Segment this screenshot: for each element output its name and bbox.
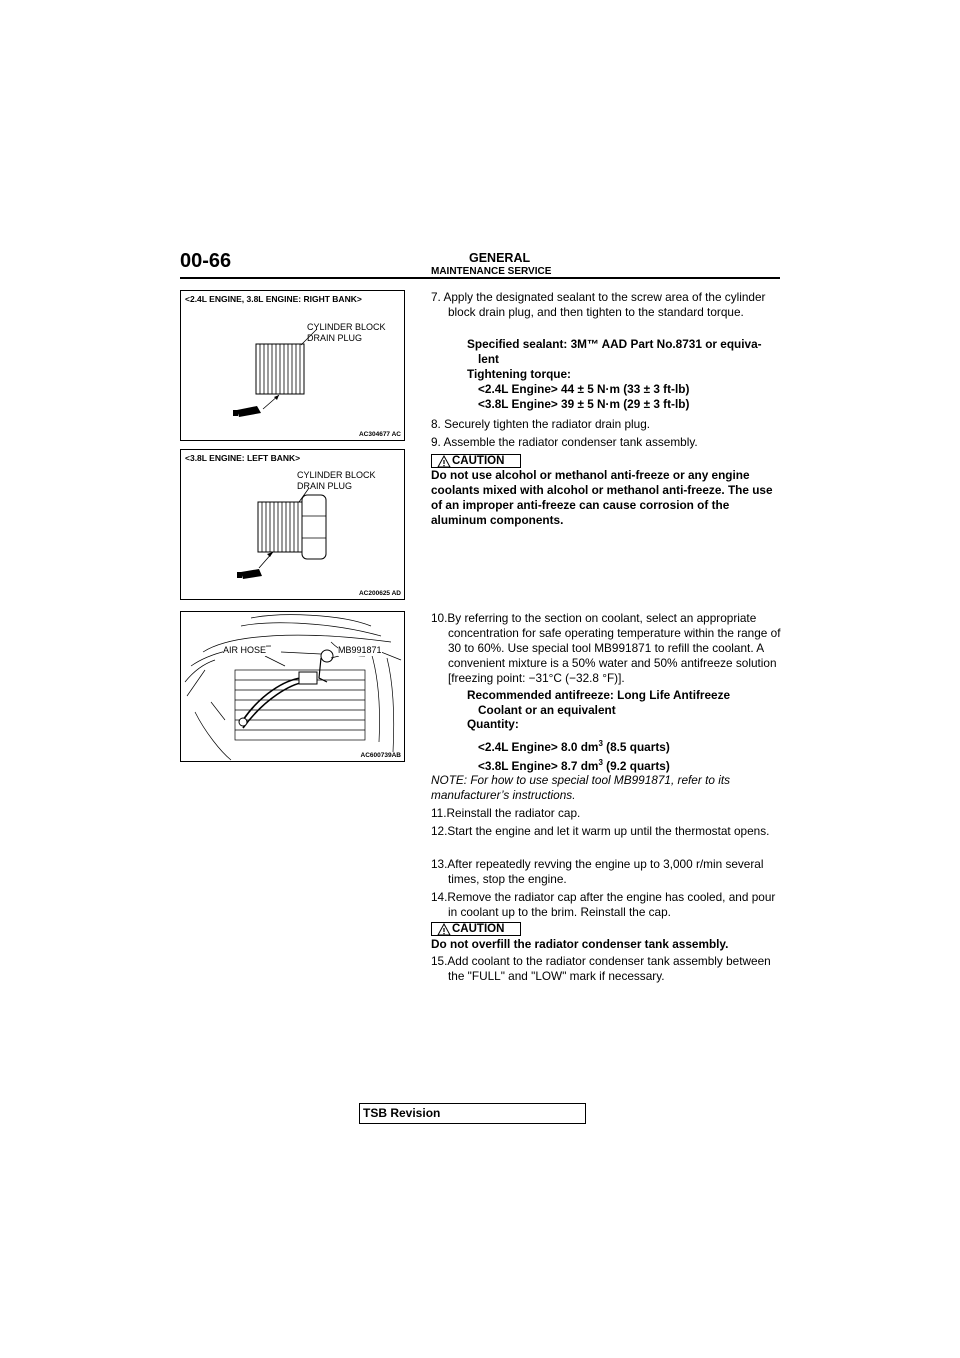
caution-text-2: Do not overfill the radiator condenser tank assembly. (431, 937, 729, 951)
quantity-24: <2.4L Engine> 8.0 $dm^3$ (8.5 quarts) (478, 739, 670, 754)
sealant-spec-cont: lent (478, 352, 499, 366)
step-13: 13.After repeatedly revving the engine up to 3,000 r/min several times, stop the engine. (431, 857, 764, 886)
section-title: GENERAL (469, 251, 531, 265)
sealant-spec: Specified sealant: 3M™ AAD Part No.8731 or equiva- (467, 337, 762, 351)
header-rule (180, 277, 780, 279)
note-text: NOTE: For how to use special tool MB991871, refer to its manufacturer’s instructions. (431, 773, 730, 802)
warning-icon (437, 455, 451, 468)
antifreeze-spec: Recommended antifreeze: Long Life Antifreeze (467, 688, 731, 702)
tsb-revision-box (359, 1103, 586, 1124)
figure-title: <2.4L ENGINE, 3.8L ENGINE: RIGHT BANK> (185, 294, 362, 304)
subsection-title: MAINTENANCE SERVICE (431, 266, 552, 277)
torque-24: <2.4L Engine> 44 ± 5 N·m (33 ± 3 ft-lb) (478, 382, 690, 396)
engine-bay-illustration (181, 612, 404, 761)
antifreeze-spec-cont: Coolant or an equivalent (478, 703, 616, 717)
warning-icon (437, 923, 451, 936)
figure-drain-plug-left-bank (180, 449, 405, 600)
step-15: 15.Add coolant to the radiator condenser tank assembly between the "FULL" and "LOW" mark if necessary. (431, 954, 771, 983)
torque-label: Tightening torque: (467, 367, 571, 381)
air-hose-label: AIR HOSE (223, 645, 267, 655)
tsb-revision-label: TSB Revision (363, 1106, 441, 1120)
quantity-label: Quantity: (467, 717, 519, 731)
torque-38: <3.8L Engine> 39 ± 5 N·m (29 ± 3 ft-lb) (478, 397, 690, 411)
step-7: 7. Apply the designated sealant to the screw area of the cylinder block drain plug, and then tighten to the standard torque. (431, 290, 766, 319)
tool-label: MB991871 (338, 645, 382, 655)
step-10: 10.By referring to the section on coolant, select an appropriate concentration for safe operating temperature within the range of 30 to 60%. Use special tool MB991871 to refill the coolant. A convenient mixture is a 50% water and 50% antifreeze solution [freezing point: −31°C (−32.8 °F)]. (431, 611, 781, 685)
caution-label: CAUTION (452, 923, 505, 935)
figure-coolant-refill-tool (180, 611, 405, 762)
figure-code: AC600739AB (360, 752, 401, 759)
step-9: 9. Assemble the radiator condenser tank assembly. (431, 435, 698, 449)
figure-code: AC304677 AC (358, 431, 401, 438)
figure-code: AC200625 AD (358, 590, 401, 597)
caution-text-1: Do not use alcohol or methanol anti-freeze or any engine coolants mixed with alcohol or methanol anti-freeze. The use of an improper anti-freeze can cause corrosion of the aluminum components. (431, 468, 773, 527)
figure-label: CYLINDER BLOCK DRAIN PLUG (297, 470, 376, 491)
page-number: 00-66 (180, 250, 232, 272)
figure-drain-plug-right-bank (180, 290, 405, 441)
caution-badge (431, 922, 521, 936)
step-8: 8. Securely tighten the radiator drain plug. (431, 417, 651, 431)
step-11: 11.Reinstall the radiator cap. (431, 806, 581, 820)
step-12: 12.Start the engine and let it warm up until the thermostat opens. (431, 824, 770, 838)
drain-plug-illustration (181, 291, 404, 440)
figure-label: CYLINDER BLOCK DRAIN PLUG (307, 322, 386, 343)
caution-badge (431, 454, 521, 468)
quantity-38: <3.8L Engine> 8.7 $dm^3$ (9.2 quarts) (478, 758, 670, 773)
figure-title: <3.8L ENGINE: LEFT BANK> (185, 453, 301, 463)
caution-label: CAUTION (452, 455, 505, 467)
step-14: 14.Remove the radiator cap after the engine has cooled, and pour in coolant up to the brim. Reinstall the cap. (431, 890, 776, 919)
